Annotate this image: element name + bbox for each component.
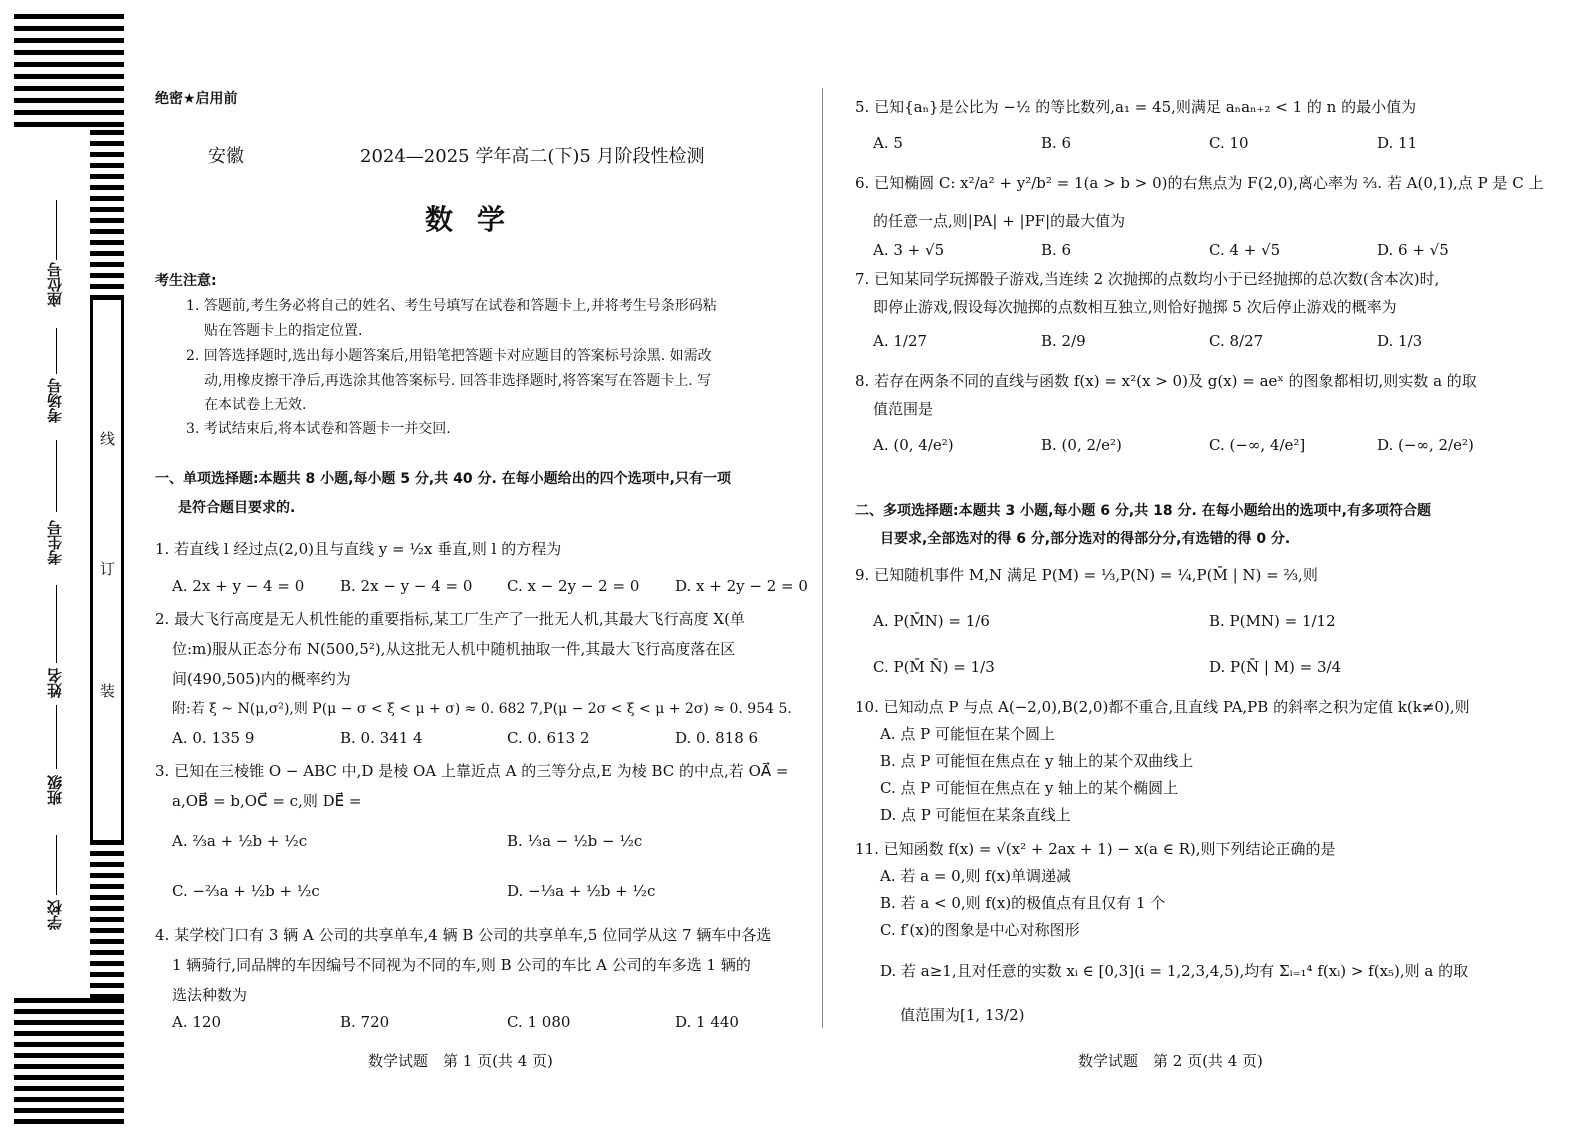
footer-page-1: 数学试题 第 1 页(共 4 页) — [368, 1052, 553, 1070]
q11-option-b[interactable]: B. 若 a < 0,则 f(x)的极值点有且仅有 1 个 — [880, 894, 1166, 912]
barcode-stripe — [14, 38, 124, 43]
binding-line — [90, 300, 93, 840]
q1-stem: 1. 若直线 l 经过点(2,0)且与直线 y = ½x 垂直,则 l 的方程为 — [155, 540, 562, 558]
q4-line: 选法种数为 — [172, 986, 248, 1004]
room-label: 考场号 — [46, 378, 64, 423]
q1-option-b[interactable]: B. 2x − y − 4 = 0 — [340, 577, 473, 595]
barcode-stripe — [14, 110, 124, 115]
q7-line: 即停止游戏,假设每次抛掷的点数相互独立,则恰好抛掷 5 次后停止游戏的概率为 — [873, 298, 1397, 316]
barcode-stripe — [14, 98, 124, 103]
q4-option-a[interactable]: A. 120 — [172, 1013, 221, 1031]
q3-line: 3. 已知在三棱锥 O − ABC 中,D 是棱 OA 上靠近点 A 的三等分点,E 为棱 BC 的中点,若 OA⃗ = — [155, 762, 789, 780]
q11-stem: 11. 已知函数 f(x) = √(x² + 2ax + 1) − x(a ∈ R),则下列结论正确的是 — [855, 840, 1336, 858]
barcode-stripe — [14, 50, 124, 55]
q10-option-b[interactable]: B. 点 P 可能恒在焦点在 y 轴上的某个双曲线上 — [880, 752, 1194, 770]
q2-line: 2. 最大飞行高度是无人机性能的重要指标,某工厂生产了一批无人机,其最大飞行高度 X(单 — [155, 610, 745, 628]
barcode-stripe — [14, 26, 124, 31]
barcode-stripe — [14, 122, 124, 127]
notice-line: 在本试卷上无效. — [204, 397, 307, 413]
q7-option-c[interactable]: C. 8/27 — [1209, 332, 1264, 350]
q8-line: 值范围是 — [873, 400, 934, 418]
secret-label: 绝密★启用前 — [155, 91, 238, 107]
name-underline — [56, 585, 57, 663]
exam-no-label: 考生号 — [46, 520, 64, 565]
q4-option-c[interactable]: C. 1 080 — [507, 1013, 571, 1031]
q5-option-a[interactable]: A. 5 — [873, 134, 903, 152]
q7-option-d[interactable]: D. 1/3 — [1377, 332, 1423, 350]
section1-heading: 一、单项选择题:本题共 8 小题,每小题 5 分,共 40 分. 在每小题给出的四个选项中,只有一项 — [155, 471, 731, 487]
q9-option-c[interactable]: C. P(M̄ N̄) = 1/3 — [873, 658, 995, 676]
q9-stem: 9. 已知随机事件 M,N 满足 P(M) = ⅓,P(N) = ¼,P(M̄ | N) = ⅔,则 — [855, 566, 1318, 584]
q3-option-b[interactable]: B. ⅓a − ½b − ½c — [507, 832, 643, 850]
q5-option-c[interactable]: C. 10 — [1209, 134, 1249, 152]
notice-line: 1. 答题前,考生务必将自己的姓名、考生号填写在试卷和答题卡上,并将考生号条形码粘 — [186, 298, 717, 314]
q3-option-d[interactable]: D. −⅓a + ½b + ½c — [507, 882, 656, 900]
q4-option-d[interactable]: D. 1 440 — [675, 1013, 739, 1031]
q7-option-b[interactable]: B. 2/9 — [1041, 332, 1086, 350]
school-underline — [56, 835, 57, 895]
zhuang-char: 装 — [100, 682, 116, 700]
notice-line: 3. 考试结束后,将本试卷和答题卡一并交回. — [186, 421, 451, 437]
seat-label: 座位号 — [46, 262, 64, 307]
ding-char: 订 — [100, 560, 116, 578]
q6-line: 的任意一点,则|PA| + |PF|的最大值为 — [873, 212, 1126, 230]
q8-option-c[interactable]: C. (−∞, 4/e²] — [1209, 436, 1306, 454]
binding-pattern — [90, 840, 124, 1000]
q3-option-c[interactable]: C. −⅔a + ½b + ½c — [172, 882, 320, 900]
q5-option-b[interactable]: B. 6 — [1041, 134, 1072, 152]
q11-option-a[interactable]: A. 若 a = 0,则 f(x)单调递减 — [880, 867, 1071, 885]
q8-option-a[interactable]: A. (0, 4/e²) — [873, 436, 954, 454]
q9-option-b[interactable]: B. P(MN) = 1/12 — [1209, 612, 1336, 630]
subject-title: 数学 — [425, 203, 530, 236]
q1-option-c[interactable]: C. x − 2y − 2 = 0 — [507, 577, 640, 595]
barcode-bottom — [14, 998, 124, 1124]
q2-option-b[interactable]: B. 0. 341 4 — [340, 729, 423, 747]
q2-option-a[interactable]: A. 0. 135 9 — [172, 729, 255, 747]
notice-line: 2. 回答选择题时,选出每小题答案后,用铅笔把答题卡对应题目的答案标号涂黑. 如需改 — [186, 348, 712, 364]
footer-page-2: 数学试题 第 2 页(共 4 页) — [1078, 1052, 1263, 1070]
binding-line — [121, 300, 124, 840]
q2-note: 附:若 ξ ~ N(μ,σ²),则 P(μ − σ < ξ < μ + σ) ≈ 0. 682 7,P(μ − 2σ < ξ < μ + 2σ) ≈ 0. 954 5. — [172, 701, 792, 717]
notice-line: 动,用橡皮擦干净后,再选涂其他答案标号. 回答非选择题时,将答案写在答题卡上. 写 — [204, 373, 712, 389]
q6-option-c[interactable]: C. 4 + √5 — [1209, 241, 1281, 259]
q11-option-d[interactable]: D. 若 a≥1,且对任意的实数 xᵢ ∈ [0,3](i = 1,2,3,4,5),均有 Σᵢ₌₁⁴ f(xᵢ) > f(x₅),则 a 的取 — [880, 962, 1469, 980]
q10-option-a[interactable]: A. 点 P 可能恒在某个圆上 — [880, 725, 1055, 743]
q2-line: 间(490,505)内的概率约为 — [172, 670, 351, 688]
q3-line: a,OB⃗ = b,OC⃗ = c,则 DE⃗ = — [172, 792, 362, 810]
section1-heading-cont: 是符合题目要求的. — [178, 500, 296, 516]
q4-option-b[interactable]: B. 720 — [340, 1013, 390, 1031]
q6-option-b[interactable]: B. 6 — [1041, 241, 1072, 259]
name-label: 姓名 — [46, 668, 64, 698]
room-underline — [56, 328, 57, 374]
q10-stem: 10. 已知动点 P 与点 A(−2,0),B(2,0)都不重合,且直线 PA,PB 的斜率之积为定值 k(k≠0),则 — [855, 698, 1470, 716]
line-char: 线 — [100, 430, 116, 448]
q9-option-a[interactable]: A. P(M̄N) = 1/6 — [873, 612, 990, 630]
section2-heading-cont: 目要求,全部选对的得 6 分,部分选对的得部分分,有选错的得 0 分. — [880, 531, 1291, 547]
class-underline — [56, 705, 57, 769]
notice-title: 考生注意: — [155, 273, 217, 289]
q6-option-a[interactable]: A. 3 + √5 — [873, 241, 945, 259]
notice-line: 贴在答题卡上的指定位置. — [204, 323, 363, 339]
q8-option-d[interactable]: D. (−∞, 2/e²) — [1377, 436, 1474, 454]
q7-option-a[interactable]: A. 1/27 — [873, 332, 928, 350]
column-divider — [822, 88, 823, 1028]
barcode-stripe — [14, 62, 124, 67]
q9-option-d[interactable]: D. P(N̄ | M) = 3/4 — [1209, 658, 1342, 676]
q8-option-b[interactable]: B. (0, 2/e²) — [1041, 436, 1122, 454]
barcode-stripe — [14, 86, 124, 91]
q1-option-d[interactable]: D. x + 2y − 2 = 0 — [675, 577, 808, 595]
q4-line: 4. 某学校门口有 3 辆 A 公司的共享单车,4 辆 B 公司的共享单车,5 位同学从这 7 辆车中各选 — [155, 926, 772, 944]
section2-heading: 二、多项选择题:本题共 3 小题,每小题 6 分,共 18 分. 在每小题给出的选项中,有多项符合题 — [855, 503, 1431, 519]
q2-line: 位:m)服从正态分布 N(500,5²),从这批无人机中随机抽取一件,其最大飞行高度落在区 — [172, 640, 736, 658]
q7-line: 7. 已知某同学玩掷骰子游戏,当连续 2 次抛掷的点数均小于已经抛掷的总次数(含本次)时, — [855, 270, 1440, 288]
exam-no-underline — [56, 440, 57, 512]
q2-option-d[interactable]: D. 0. 818 6 — [675, 729, 759, 747]
school-label: 学校 — [46, 900, 64, 930]
barcode-stripe — [14, 14, 124, 19]
q11-option-c[interactable]: C. f′(x)的图象是中心对称图形 — [880, 921, 1080, 939]
q10-option-c[interactable]: C. 点 P 可能恒在焦点在 y 轴上的某个椭圆上 — [880, 779, 1179, 797]
q11-option-d-cont: 值范围为[1, 13/2) — [900, 1006, 1025, 1024]
q10-option-d[interactable]: D. 点 P 可能恒在某条直线上 — [880, 806, 1071, 824]
q2-option-c[interactable]: C. 0. 613 2 — [507, 729, 590, 747]
binding-pattern — [90, 130, 124, 300]
q6-option-d[interactable]: D. 6 + √5 — [1377, 241, 1449, 259]
seat-underline — [56, 200, 57, 260]
q1-option-a[interactable]: A. 2x + y − 4 = 0 — [172, 577, 305, 595]
q5-option-d[interactable]: D. 11 — [1377, 134, 1418, 152]
barcode-stripe — [14, 74, 124, 79]
class-label: 班级 — [46, 775, 64, 805]
region: 安徽 — [208, 146, 244, 167]
q3-option-a[interactable]: A. ⅔a + ½b + ½c — [172, 832, 308, 850]
q5-stem: 5. 已知{aₙ}是公比为 −½ 的等比数列,a₁ = 45,则满足 aₙaₙ₊₂ < 1 的 n 的最小值为 — [855, 98, 1417, 116]
exam-title: 2024—2025 学年高二(下)5 月阶段性检测 — [360, 146, 705, 167]
q4-line: 1 辆骑行,同品牌的车因编号不同视为不同的车,则 B 公司的车比 A 公司的车多选 1 辆的 — [172, 956, 751, 974]
q8-line: 8. 若存在两条不同的直线与函数 f(x) = x²(x > 0)及 g(x) = aeˣ 的图象都相切,则实数 a 的取 — [855, 372, 1477, 390]
q6-line: 6. 已知椭圆 C: x²/a² + y²/b² = 1(a > b > 0)的右焦点为 F(2,0),离心率为 ⅔. 若 A(0,1),点 P 是 C 上 — [855, 174, 1544, 192]
